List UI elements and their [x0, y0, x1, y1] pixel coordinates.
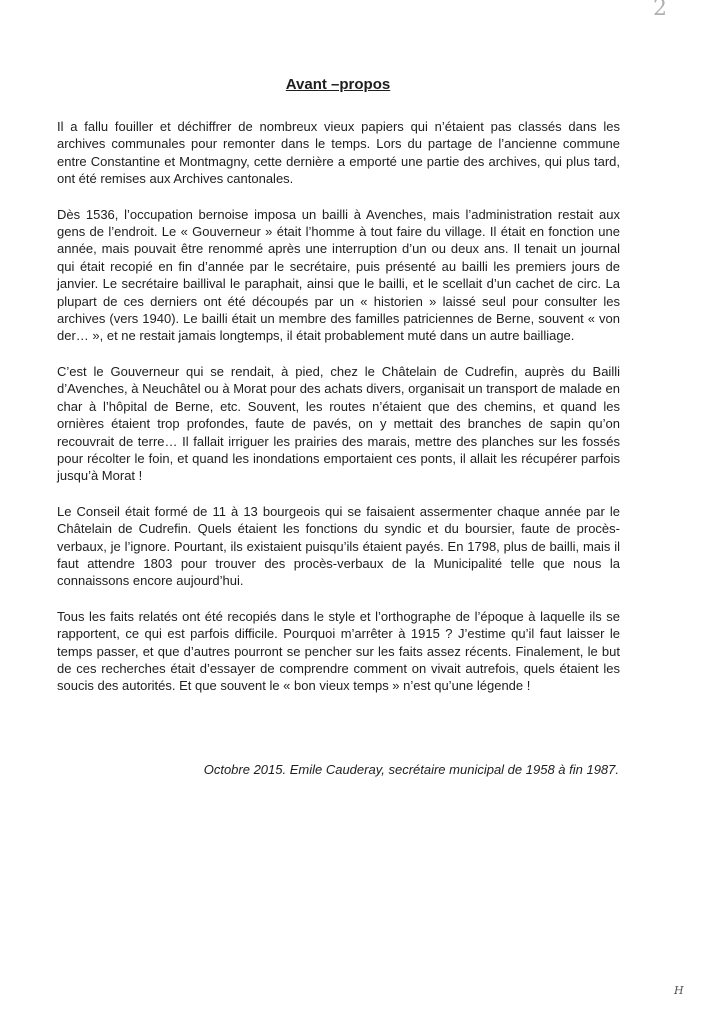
signature-line: Octobre 2015. Emile Cauderay, secrétaire municipal de 1958 à fin 1987. — [203, 762, 619, 777]
footer-mark: H — [674, 984, 684, 997]
paragraph-conclusion: Tous les faits relatés ont été recopiés dans le style et l’orthographe de l’époque à laquelle ils se rapportent, ce qui est parfois difficile. Pourquoi m’arrêter à 1915 ? J’estime qu’il faut laisser le temps passer, et que d’autres pourront se pencher sur les faits assez récents. Finalement, le but de ces recherches était d’essayer de comprendre comment on vivait autrefois, quels étaient les soucis des autorités. Et que souvent le « bon vieux temps » n’est qu’une légende ! — [57, 608, 620, 694]
document-body — [57, 118, 620, 713]
paragraph-gouverneur: C’est le Gouverneur qui se rendait, à pied, chez le Châtelain de Cudrefin, auprès du Bailli d’Avenches, à Neuchâtel ou à Morat pour des achats divers, organisait un transport de malade en char à l’hôpital de Berne, etc. Souvent, les routes n’étaient que des chemins, et quand les ornières étaient trop profondes, faute de pavés, on y mettait des branches de sapin qu’on recouvrait de terre… Il fallait irriguer les prairies des marais, mettre des planches sur les fossés pour récolter le foin, et quand les inondations emportaient ces ponts, il allait les récupérer parfois jusqu’à Morat ! — [57, 363, 620, 484]
document-title: Avant –propos — [285, 76, 391, 93]
paragraph-bernese-occupation: Dès 1536, l’occupation bernoise imposa un bailli à Avenches, mais l’administration restait aux gens de l’endroit. Le « Gouverneur » était l’homme à tout faire du village. Il était en fonction une année, mais pouvait être renommé après une interruption d’un ou deux ans. Il tenait un journal qui était recopié en fin d’année par le secrétaire, puis présenté au bailli les premiers jours de janvier. Le secrétaire baillival le paraphait, ainsi que le bailli, et le scellait d’un cachet de circ. La plupart de ces derniers ont été découpés par un « historien » laissé seul pour consulter les archives (vers 1940). Le bailli était un membre des familles patriciennes de Berne, souvent « von der… », et ne restait jamais longtemps, il était probablement muté dans un autre bailliage. — [57, 206, 620, 344]
paragraph-conseil: Le Conseil était formé de 11 à 13 bourgeois qui se faisaient assermenter chaque année par le Châtelain de Cudrefin. Quels étaient les fonctions du syndic et du boursier, faute de procès-verbaux, je l’ignore. Pourtant, ils existaient puisqu’ils étaient payés. En 1798, plus de bailli, mais il faut attendre 1803 pour trouver des procès-verbaux de la Municipalité telle que nous la connaissons encore aujourd’hui. — [57, 503, 620, 589]
paragraph-archives: Il a fallu fouiller et déchiffrer de nombreux vieux papiers qui n’étaient pas classés dans les archives communales pour remonter dans le temps. Lors du partage de l’ancienne commune entre Constantine et Montmagny, cette dernière a emporté une partie des archives, qui plus tard, ont été remises aux Archives cantonales. — [57, 119, 620, 187]
page-number: 2 — [653, 0, 667, 21]
